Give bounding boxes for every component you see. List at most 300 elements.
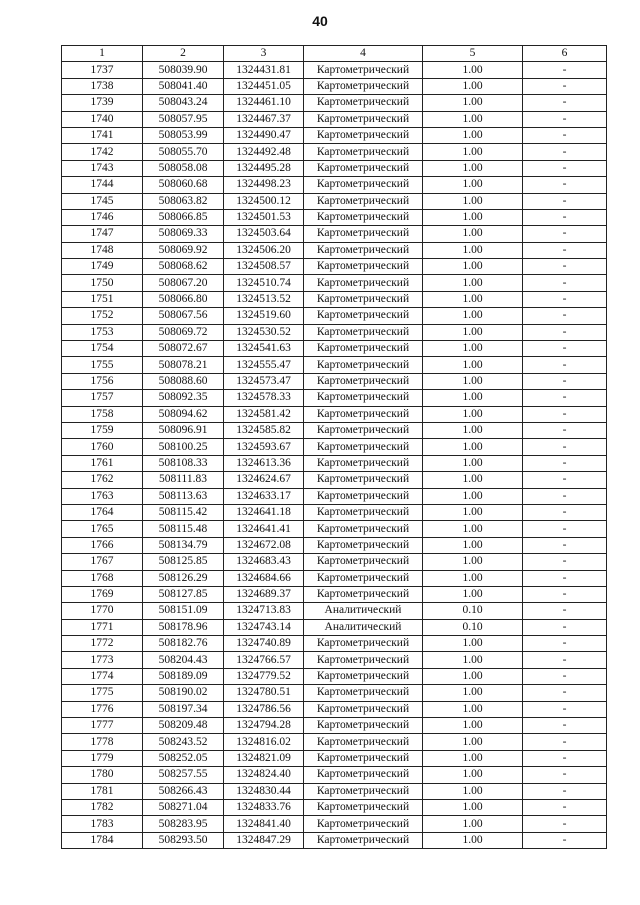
table-row bbox=[62, 275, 607, 291]
cell-method: Картометрический bbox=[304, 111, 423, 127]
table-row bbox=[62, 406, 607, 422]
cell-method: Картометрический bbox=[304, 783, 423, 799]
header-cell-2: 2 bbox=[143, 46, 224, 62]
cell-note: - bbox=[523, 209, 607, 225]
cell-y-coordinate: 1324573.47 bbox=[224, 373, 304, 389]
table-row bbox=[62, 324, 607, 340]
cell-x-coordinate: 508039.90 bbox=[143, 62, 224, 78]
header-row bbox=[62, 46, 607, 62]
cell-accuracy: 1.00 bbox=[423, 750, 523, 766]
cell-note: - bbox=[523, 718, 607, 734]
cell-point-number: 1775 bbox=[62, 685, 143, 701]
cell-accuracy: 1.00 bbox=[423, 95, 523, 111]
cell-x-coordinate: 508043.24 bbox=[143, 95, 224, 111]
cell-y-coordinate: 1324833.76 bbox=[224, 799, 304, 815]
cell-x-coordinate: 508190.02 bbox=[143, 685, 224, 701]
cell-note: - bbox=[523, 78, 607, 94]
cell-x-coordinate: 508293.50 bbox=[143, 832, 224, 848]
cell-method: Картометрический bbox=[304, 127, 423, 143]
cell-point-number: 1764 bbox=[62, 504, 143, 520]
cell-note: - bbox=[523, 422, 607, 438]
cell-point-number: 1783 bbox=[62, 816, 143, 832]
cell-x-coordinate: 508197.34 bbox=[143, 701, 224, 717]
cell-accuracy: 1.00 bbox=[423, 324, 523, 340]
cell-accuracy: 1.00 bbox=[423, 62, 523, 78]
table-row bbox=[62, 619, 607, 635]
cell-method: Картометрический bbox=[304, 439, 423, 455]
cell-note: - bbox=[523, 373, 607, 389]
cell-point-number: 1763 bbox=[62, 488, 143, 504]
header-cell-1: 1 bbox=[62, 46, 143, 62]
cell-method: Картометрический bbox=[304, 242, 423, 258]
cell-y-coordinate: 1324500.12 bbox=[224, 193, 304, 209]
cell-accuracy: 1.00 bbox=[423, 422, 523, 438]
cell-method: Картометрический bbox=[304, 750, 423, 766]
cell-point-number: 1782 bbox=[62, 799, 143, 815]
cell-y-coordinate: 1324847.29 bbox=[224, 832, 304, 848]
cell-method: Картометрический bbox=[304, 685, 423, 701]
table-row bbox=[62, 291, 607, 307]
cell-x-coordinate: 508053.99 bbox=[143, 127, 224, 143]
table-row bbox=[62, 455, 607, 471]
table-row bbox=[62, 177, 607, 193]
cell-y-coordinate: 1324824.40 bbox=[224, 767, 304, 783]
cell-point-number: 1780 bbox=[62, 767, 143, 783]
cell-y-coordinate: 1324816.02 bbox=[224, 734, 304, 750]
cell-point-number: 1756 bbox=[62, 373, 143, 389]
cell-note: - bbox=[523, 799, 607, 815]
cell-method: Картометрический bbox=[304, 767, 423, 783]
cell-accuracy: 1.00 bbox=[423, 193, 523, 209]
cell-accuracy: 1.00 bbox=[423, 127, 523, 143]
cell-x-coordinate: 508069.72 bbox=[143, 324, 224, 340]
table-row bbox=[62, 78, 607, 94]
cell-point-number: 1743 bbox=[62, 160, 143, 176]
cell-y-coordinate: 1324498.23 bbox=[224, 177, 304, 193]
cell-note: - bbox=[523, 95, 607, 111]
table-row bbox=[62, 472, 607, 488]
coordinates-table bbox=[61, 45, 607, 849]
cell-note: - bbox=[523, 570, 607, 586]
cell-x-coordinate: 508057.95 bbox=[143, 111, 224, 127]
table-row bbox=[62, 373, 607, 389]
table-row bbox=[62, 734, 607, 750]
cell-method: Картометрический bbox=[304, 537, 423, 553]
cell-note: - bbox=[523, 406, 607, 422]
cell-accuracy: 1.00 bbox=[423, 226, 523, 242]
cell-point-number: 1748 bbox=[62, 242, 143, 258]
cell-note: - bbox=[523, 537, 607, 553]
cell-note: - bbox=[523, 734, 607, 750]
cell-accuracy: 1.00 bbox=[423, 701, 523, 717]
cell-x-coordinate: 508092.35 bbox=[143, 390, 224, 406]
cell-accuracy: 1.00 bbox=[423, 504, 523, 520]
cell-x-coordinate: 508067.20 bbox=[143, 275, 224, 291]
cell-note: - bbox=[523, 767, 607, 783]
cell-accuracy: 1.00 bbox=[423, 111, 523, 127]
cell-note: - bbox=[523, 603, 607, 619]
cell-accuracy: 1.00 bbox=[423, 767, 523, 783]
cell-y-coordinate: 1324506.20 bbox=[224, 242, 304, 258]
header-cell-4: 4 bbox=[304, 46, 423, 62]
cell-method: Картометрический bbox=[304, 799, 423, 815]
cell-point-number: 1760 bbox=[62, 439, 143, 455]
cell-x-coordinate: 508189.09 bbox=[143, 668, 224, 684]
cell-accuracy: 1.00 bbox=[423, 636, 523, 652]
cell-x-coordinate: 508088.60 bbox=[143, 373, 224, 389]
cell-note: - bbox=[523, 160, 607, 176]
cell-accuracy: 1.00 bbox=[423, 472, 523, 488]
cell-accuracy: 1.00 bbox=[423, 341, 523, 357]
cell-x-coordinate: 508125.85 bbox=[143, 554, 224, 570]
cell-accuracy: 1.00 bbox=[423, 718, 523, 734]
cell-method: Картометрический bbox=[304, 78, 423, 94]
table-row bbox=[62, 62, 607, 78]
table-row bbox=[62, 652, 607, 668]
cell-x-coordinate: 508134.79 bbox=[143, 537, 224, 553]
cell-y-coordinate: 1324541.63 bbox=[224, 341, 304, 357]
cell-x-coordinate: 508067.56 bbox=[143, 308, 224, 324]
cell-accuracy: 1.00 bbox=[423, 488, 523, 504]
cell-y-coordinate: 1324467.37 bbox=[224, 111, 304, 127]
table-row bbox=[62, 488, 607, 504]
cell-note: - bbox=[523, 308, 607, 324]
cell-y-coordinate: 1324461.10 bbox=[224, 95, 304, 111]
cell-y-coordinate: 1324613.36 bbox=[224, 455, 304, 471]
cell-method: Картометрический bbox=[304, 636, 423, 652]
cell-y-coordinate: 1324510.74 bbox=[224, 275, 304, 291]
cell-y-coordinate: 1324684.66 bbox=[224, 570, 304, 586]
cell-note: - bbox=[523, 177, 607, 193]
cell-point-number: 1740 bbox=[62, 111, 143, 127]
cell-method: Картометрический bbox=[304, 95, 423, 111]
cell-x-coordinate: 508257.55 bbox=[143, 767, 224, 783]
table-row bbox=[62, 390, 607, 406]
cell-note: - bbox=[523, 357, 607, 373]
cell-x-coordinate: 508182.76 bbox=[143, 636, 224, 652]
cell-point-number: 1755 bbox=[62, 357, 143, 373]
cell-point-number: 1746 bbox=[62, 209, 143, 225]
cell-note: - bbox=[523, 685, 607, 701]
cell-x-coordinate: 508108.33 bbox=[143, 455, 224, 471]
cell-point-number: 1773 bbox=[62, 652, 143, 668]
cell-method: Картометрический bbox=[304, 504, 423, 520]
cell-accuracy: 1.00 bbox=[423, 652, 523, 668]
cell-method: Картометрический bbox=[304, 226, 423, 242]
cell-note: - bbox=[523, 324, 607, 340]
cell-x-coordinate: 508068.62 bbox=[143, 259, 224, 275]
cell-y-coordinate: 1324766.57 bbox=[224, 652, 304, 668]
cell-method: Картометрический bbox=[304, 275, 423, 291]
cell-accuracy: 1.00 bbox=[423, 685, 523, 701]
cell-method: Картометрический bbox=[304, 406, 423, 422]
cell-point-number: 1771 bbox=[62, 619, 143, 635]
header-cell-5: 5 bbox=[423, 46, 523, 62]
table-row bbox=[62, 127, 607, 143]
cell-note: - bbox=[523, 701, 607, 717]
cell-y-coordinate: 1324689.37 bbox=[224, 586, 304, 602]
cell-method: Картометрический bbox=[304, 455, 423, 471]
cell-y-coordinate: 1324779.52 bbox=[224, 668, 304, 684]
cell-y-coordinate: 1324530.52 bbox=[224, 324, 304, 340]
cell-note: - bbox=[523, 668, 607, 684]
cell-point-number: 1747 bbox=[62, 226, 143, 242]
cell-y-coordinate: 1324683.43 bbox=[224, 554, 304, 570]
cell-point-number: 1779 bbox=[62, 750, 143, 766]
cell-y-coordinate: 1324633.17 bbox=[224, 488, 304, 504]
cell-y-coordinate: 1324821.09 bbox=[224, 750, 304, 766]
cell-note: - bbox=[523, 390, 607, 406]
cell-point-number: 1770 bbox=[62, 603, 143, 619]
cell-x-coordinate: 508115.42 bbox=[143, 504, 224, 520]
cell-x-coordinate: 508111.83 bbox=[143, 472, 224, 488]
cell-note: - bbox=[523, 291, 607, 307]
cell-method: Картометрический bbox=[304, 209, 423, 225]
cell-x-coordinate: 508060.68 bbox=[143, 177, 224, 193]
cell-accuracy: 1.00 bbox=[423, 537, 523, 553]
table-row bbox=[62, 209, 607, 225]
cell-note: - bbox=[523, 521, 607, 537]
table-row bbox=[62, 144, 607, 160]
cell-x-coordinate: 508063.82 bbox=[143, 193, 224, 209]
cell-point-number: 1768 bbox=[62, 570, 143, 586]
table-row bbox=[62, 816, 607, 832]
cell-x-coordinate: 508283.95 bbox=[143, 816, 224, 832]
cell-point-number: 1753 bbox=[62, 324, 143, 340]
cell-note: - bbox=[523, 193, 607, 209]
cell-point-number: 1752 bbox=[62, 308, 143, 324]
cell-method: Картометрический bbox=[304, 308, 423, 324]
cell-note: - bbox=[523, 636, 607, 652]
cell-accuracy: 1.00 bbox=[423, 783, 523, 799]
cell-x-coordinate: 508069.33 bbox=[143, 226, 224, 242]
cell-accuracy: 1.00 bbox=[423, 259, 523, 275]
cell-method: Картометрический bbox=[304, 62, 423, 78]
table-header bbox=[62, 46, 607, 62]
cell-y-coordinate: 1324585.82 bbox=[224, 422, 304, 438]
cell-method: Картометрический bbox=[304, 324, 423, 340]
cell-x-coordinate: 508041.40 bbox=[143, 78, 224, 94]
table-row bbox=[62, 308, 607, 324]
cell-accuracy: 1.00 bbox=[423, 586, 523, 602]
cell-accuracy: 1.00 bbox=[423, 521, 523, 537]
cell-point-number: 1778 bbox=[62, 734, 143, 750]
cell-note: - bbox=[523, 144, 607, 160]
cell-y-coordinate: 1324451.05 bbox=[224, 78, 304, 94]
cell-y-coordinate: 1324581.42 bbox=[224, 406, 304, 422]
cell-method: Картометрический bbox=[304, 291, 423, 307]
cell-note: - bbox=[523, 652, 607, 668]
cell-note: - bbox=[523, 341, 607, 357]
cell-x-coordinate: 508266.43 bbox=[143, 783, 224, 799]
cell-x-coordinate: 508094.62 bbox=[143, 406, 224, 422]
cell-y-coordinate: 1324830.44 bbox=[224, 783, 304, 799]
table-row bbox=[62, 554, 607, 570]
cell-method: Картометрический bbox=[304, 816, 423, 832]
table-row bbox=[62, 521, 607, 537]
cell-accuracy: 1.00 bbox=[423, 357, 523, 373]
cell-x-coordinate: 508096.91 bbox=[143, 422, 224, 438]
cell-method: Картометрический bbox=[304, 422, 423, 438]
cell-method: Картометрический bbox=[304, 586, 423, 602]
cell-accuracy: 1.00 bbox=[423, 832, 523, 848]
table-row bbox=[62, 718, 607, 734]
cell-y-coordinate: 1324786.56 bbox=[224, 701, 304, 717]
cell-x-coordinate: 508243.52 bbox=[143, 734, 224, 750]
cell-point-number: 1759 bbox=[62, 422, 143, 438]
cell-point-number: 1758 bbox=[62, 406, 143, 422]
cell-point-number: 1774 bbox=[62, 668, 143, 684]
table-row bbox=[62, 767, 607, 783]
cell-point-number: 1742 bbox=[62, 144, 143, 160]
cell-method: Картометрический bbox=[304, 177, 423, 193]
cell-accuracy: 1.00 bbox=[423, 816, 523, 832]
cell-method: Картометрический bbox=[304, 832, 423, 848]
cell-x-coordinate: 508078.21 bbox=[143, 357, 224, 373]
cell-accuracy: 1.00 bbox=[423, 406, 523, 422]
table-row bbox=[62, 750, 607, 766]
cell-y-coordinate: 1324624.67 bbox=[224, 472, 304, 488]
page-number: 40 bbox=[312, 13, 328, 29]
table-row bbox=[62, 95, 607, 111]
table-row bbox=[62, 439, 607, 455]
cell-note: - bbox=[523, 816, 607, 832]
cell-y-coordinate: 1324492.48 bbox=[224, 144, 304, 160]
cell-method: Картометрический bbox=[304, 472, 423, 488]
cell-point-number: 1739 bbox=[62, 95, 143, 111]
cell-x-coordinate: 508055.70 bbox=[143, 144, 224, 160]
cell-x-coordinate: 508252.05 bbox=[143, 750, 224, 766]
table-row bbox=[62, 341, 607, 357]
cell-method: Картометрический bbox=[304, 373, 423, 389]
cell-accuracy: 1.00 bbox=[423, 144, 523, 160]
cell-x-coordinate: 508066.85 bbox=[143, 209, 224, 225]
cell-x-coordinate: 508178.96 bbox=[143, 619, 224, 635]
cell-accuracy: 1.00 bbox=[423, 390, 523, 406]
cell-point-number: 1776 bbox=[62, 701, 143, 717]
cell-accuracy: 1.00 bbox=[423, 439, 523, 455]
cell-y-coordinate: 1324743.14 bbox=[224, 619, 304, 635]
table-row bbox=[62, 226, 607, 242]
cell-method: Картометрический bbox=[304, 390, 423, 406]
table-row bbox=[62, 701, 607, 717]
table-row bbox=[62, 832, 607, 848]
table-row bbox=[62, 685, 607, 701]
cell-point-number: 1766 bbox=[62, 537, 143, 553]
cell-x-coordinate: 508115.48 bbox=[143, 521, 224, 537]
cell-y-coordinate: 1324519.60 bbox=[224, 308, 304, 324]
cell-note: - bbox=[523, 750, 607, 766]
cell-y-coordinate: 1324672.08 bbox=[224, 537, 304, 553]
cell-x-coordinate: 508127.85 bbox=[143, 586, 224, 602]
cell-accuracy: 1.00 bbox=[423, 275, 523, 291]
header-cell-3: 3 bbox=[224, 46, 304, 62]
cell-point-number: 1784 bbox=[62, 832, 143, 848]
cell-method: Картометрический bbox=[304, 259, 423, 275]
cell-y-coordinate: 1324641.41 bbox=[224, 521, 304, 537]
cell-accuracy: 1.00 bbox=[423, 78, 523, 94]
cell-x-coordinate: 508209.48 bbox=[143, 718, 224, 734]
table-row bbox=[62, 570, 607, 586]
cell-note: - bbox=[523, 619, 607, 635]
cell-method: Картометрический bbox=[304, 488, 423, 504]
cell-accuracy: 1.00 bbox=[423, 177, 523, 193]
cell-point-number: 1777 bbox=[62, 718, 143, 734]
cell-method: Картометрический bbox=[304, 341, 423, 357]
cell-y-coordinate: 1324641.18 bbox=[224, 504, 304, 520]
cell-note: - bbox=[523, 226, 607, 242]
cell-note: - bbox=[523, 259, 607, 275]
cell-note: - bbox=[523, 127, 607, 143]
table-row bbox=[62, 537, 607, 553]
cell-point-number: 1761 bbox=[62, 455, 143, 471]
cell-method: Картометрический bbox=[304, 160, 423, 176]
cell-y-coordinate: 1324578.33 bbox=[224, 390, 304, 406]
cell-method: Аналитический bbox=[304, 603, 423, 619]
cell-y-coordinate: 1324713.83 bbox=[224, 603, 304, 619]
cell-accuracy: 1.00 bbox=[423, 799, 523, 815]
cell-note: - bbox=[523, 488, 607, 504]
table-row bbox=[62, 586, 607, 602]
table-row bbox=[62, 504, 607, 520]
cell-accuracy: 1.00 bbox=[423, 291, 523, 307]
cell-y-coordinate: 1324794.28 bbox=[224, 718, 304, 734]
cell-method: Картометрический bbox=[304, 734, 423, 750]
table-body bbox=[62, 62, 607, 849]
cell-x-coordinate: 508100.25 bbox=[143, 439, 224, 455]
cell-y-coordinate: 1324740.89 bbox=[224, 636, 304, 652]
cell-method: Картометрический bbox=[304, 570, 423, 586]
cell-note: - bbox=[523, 242, 607, 258]
cell-note: - bbox=[523, 472, 607, 488]
cell-point-number: 1781 bbox=[62, 783, 143, 799]
cell-point-number: 1772 bbox=[62, 636, 143, 652]
cell-y-coordinate: 1324503.64 bbox=[224, 226, 304, 242]
cell-note: - bbox=[523, 504, 607, 520]
cell-x-coordinate: 508271.04 bbox=[143, 799, 224, 815]
cell-accuracy: 1.00 bbox=[423, 308, 523, 324]
cell-accuracy: 1.00 bbox=[423, 209, 523, 225]
table-row bbox=[62, 799, 607, 815]
cell-point-number: 1750 bbox=[62, 275, 143, 291]
cell-y-coordinate: 1324508.57 bbox=[224, 259, 304, 275]
table-row bbox=[62, 259, 607, 275]
table-row bbox=[62, 783, 607, 799]
cell-accuracy: 1.00 bbox=[423, 242, 523, 258]
table-row bbox=[62, 668, 607, 684]
table-row bbox=[62, 111, 607, 127]
cell-point-number: 1737 bbox=[62, 62, 143, 78]
cell-x-coordinate: 508151.09 bbox=[143, 603, 224, 619]
cell-x-coordinate: 508204.43 bbox=[143, 652, 224, 668]
cell-method: Картометрический bbox=[304, 718, 423, 734]
cell-x-coordinate: 508066.80 bbox=[143, 291, 224, 307]
cell-point-number: 1749 bbox=[62, 259, 143, 275]
cell-accuracy: 0.10 bbox=[423, 619, 523, 635]
cell-x-coordinate: 508058.08 bbox=[143, 160, 224, 176]
cell-method: Картометрический bbox=[304, 193, 423, 209]
cell-accuracy: 1.00 bbox=[423, 554, 523, 570]
table-row bbox=[62, 242, 607, 258]
cell-note: - bbox=[523, 783, 607, 799]
cell-x-coordinate: 508126.29 bbox=[143, 570, 224, 586]
cell-point-number: 1765 bbox=[62, 521, 143, 537]
cell-note: - bbox=[523, 554, 607, 570]
cell-point-number: 1751 bbox=[62, 291, 143, 307]
cell-accuracy: 1.00 bbox=[423, 160, 523, 176]
cell-point-number: 1762 bbox=[62, 472, 143, 488]
cell-method: Картометрический bbox=[304, 701, 423, 717]
